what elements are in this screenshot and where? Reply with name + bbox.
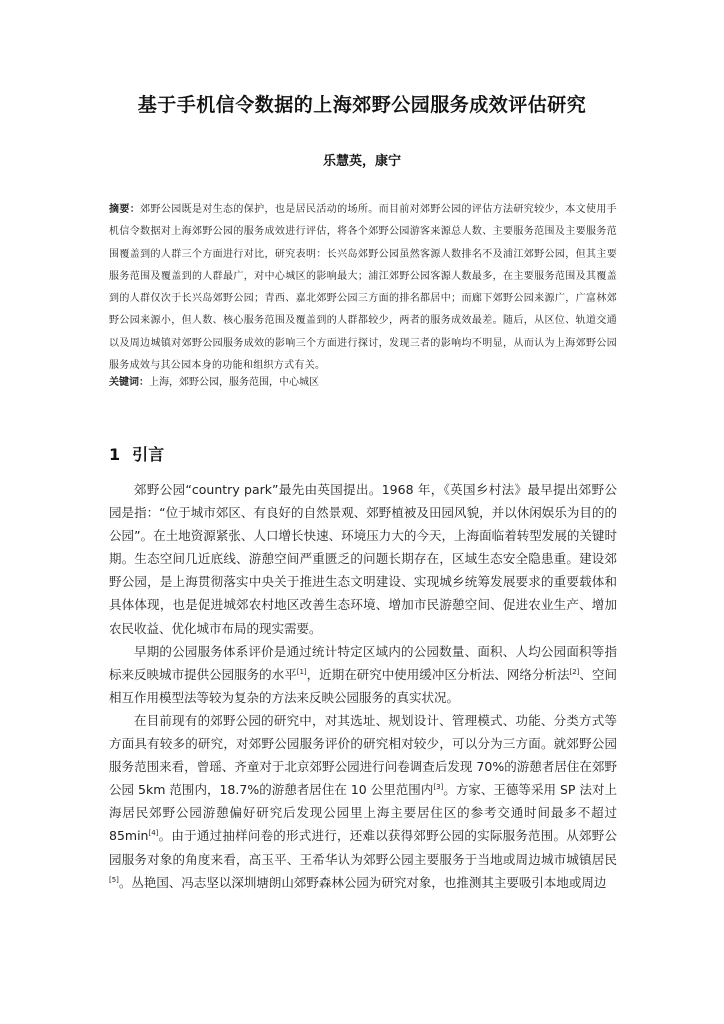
paragraph-3 <box>109 709 617 894</box>
citation-1: [1] <box>296 667 307 676</box>
paragraph-3-part-c: 。由于通过抽样问卷的形式进行，还难以获得郊野公园的实际服务范围。从郊野公园服务对象的角度来看，高玉平、王希华认为郊野公园主要服务于当地或周边城市城镇居民 <box>109 828 617 867</box>
section-heading <box>109 442 617 465</box>
keywords-text: 上海，郊野公园，服务范围，中心城区 <box>149 377 319 388</box>
paper-title: 基于手机信令数据的上海郊野公园服务成效评估研究 <box>137 94 587 116</box>
section-number: 1 <box>109 445 121 464</box>
paragraph-2-part-b: ，近期在研究中使用缓冲区分析法、网络分析法 <box>306 666 570 682</box>
abstract-block <box>109 199 617 377</box>
paragraph-3-part-a: 在目前现有的郊野公园的研究中，对其选址、规划设计、管理模式、功能、分类方式等方面具有较多的研究，对郊野公园服务评价的研究相对较少，可以分为三方面。就郊野公园服务范围来看，曾瑶、齐童对于北京郊野公园进行问卷调查后发现 70%的游憩者居住在郊野公园 5km 范围内，18.7%的游憩者居住在 10 公里范围内 <box>109 712 617 798</box>
citation-5: [5] <box>109 875 119 884</box>
paragraph-2-part-a: 早期的公园服务体系评价是通过统计特定区域内的公园数量、面积、人均公园面积等指标来反映城市提供公园服务的水平 <box>109 643 617 682</box>
section-title: 引言 <box>132 445 165 464</box>
citation-4: [4] <box>148 829 159 838</box>
body-text <box>109 478 617 894</box>
keywords-label: 关键词： <box>109 377 149 388</box>
abstract-text: 郊野公园既是对生态的保护，也是居民活动的场所。而目前对郊野公园的评估方法研究较少，本文使用手机信令数据对上海郊野公园的服务成效进行评估，将各个郊野公园游客来源总人数、主要服务范围及主要服务范围覆盖到的人群三个方面进行对比，研究表明：长兴岛郊野公园虽然客源人数排名不及浦江郊野公园，但其主要服务范围及覆盖到的人群最广，对中心城区的影响最大；浦江郊野公园客源人数最多，在主要服务范围及其覆盖到的人群仅次于长兴岛郊野公园；青西、嘉北郊野公园三方面的排名都居中；而廊下郊野公园来源广，广富林郊野公园来源小，但人数、核心服务范围及覆盖到的人群都较少，两者的服务成效最差。随后，从区位、轨道交通以及周边城镇对郊野公园服务成效的影响三个方面进行探讨，发现三者的影响均不明显，从而认为上海郊野公园服务成效与其公园本身的功能和组织方式有关。 <box>109 204 617 372</box>
abstract-label: 摘要： <box>109 204 141 215</box>
paper-authors: 乐慧英，康宁 <box>322 154 401 169</box>
paragraph-2-part-c: 、空间相互作用模型法等较为复杂的方法来反映公园服务的真实状况。 <box>109 666 617 705</box>
citation-3: [3] <box>433 783 444 792</box>
paragraph-3-part-b: 。方家、王德等采用 SP 法对上海居民郊野公园游憩偏好研究后发现公园里上海主要居住区的参考交通时间最多不超过 85min <box>109 782 617 844</box>
paragraph-1: 郊野公园“country park”最先由英国提出。1968 年，《英国乡村法》最早提出郊野公园是指：“位于城市郊区、有良好的自然景观、郊野植被及田园风貌，并以休闲娱乐为目的的公园”。在土地资源紧张、人口增长快速、环境压力大的今天，上海面临着转型发展的关键时期。生态空间几近底线、游憩空间严重匮乏的问题长期存在，区域生态安全隐患重。建设郊野公园，是上海贯彻落实中央关于推进生态文明建设、实现城乡统筹发展要求的重要载体和具体体现，也是促进城郊农村地区改善生态环境、增加市民游憩空间、促进农业生产、增加农民收益、优化城市布局的现实需要。 <box>109 482 617 636</box>
paragraph-3-part-d: 。丛艳国、冯志坚以深圳塘朗山郊野森林公园为研究对象，也推测其主要吸引本地或周边 <box>118 874 607 890</box>
keywords-block <box>109 374 617 392</box>
paragraph-2 <box>109 640 617 709</box>
citation-2: [2] <box>569 667 580 676</box>
